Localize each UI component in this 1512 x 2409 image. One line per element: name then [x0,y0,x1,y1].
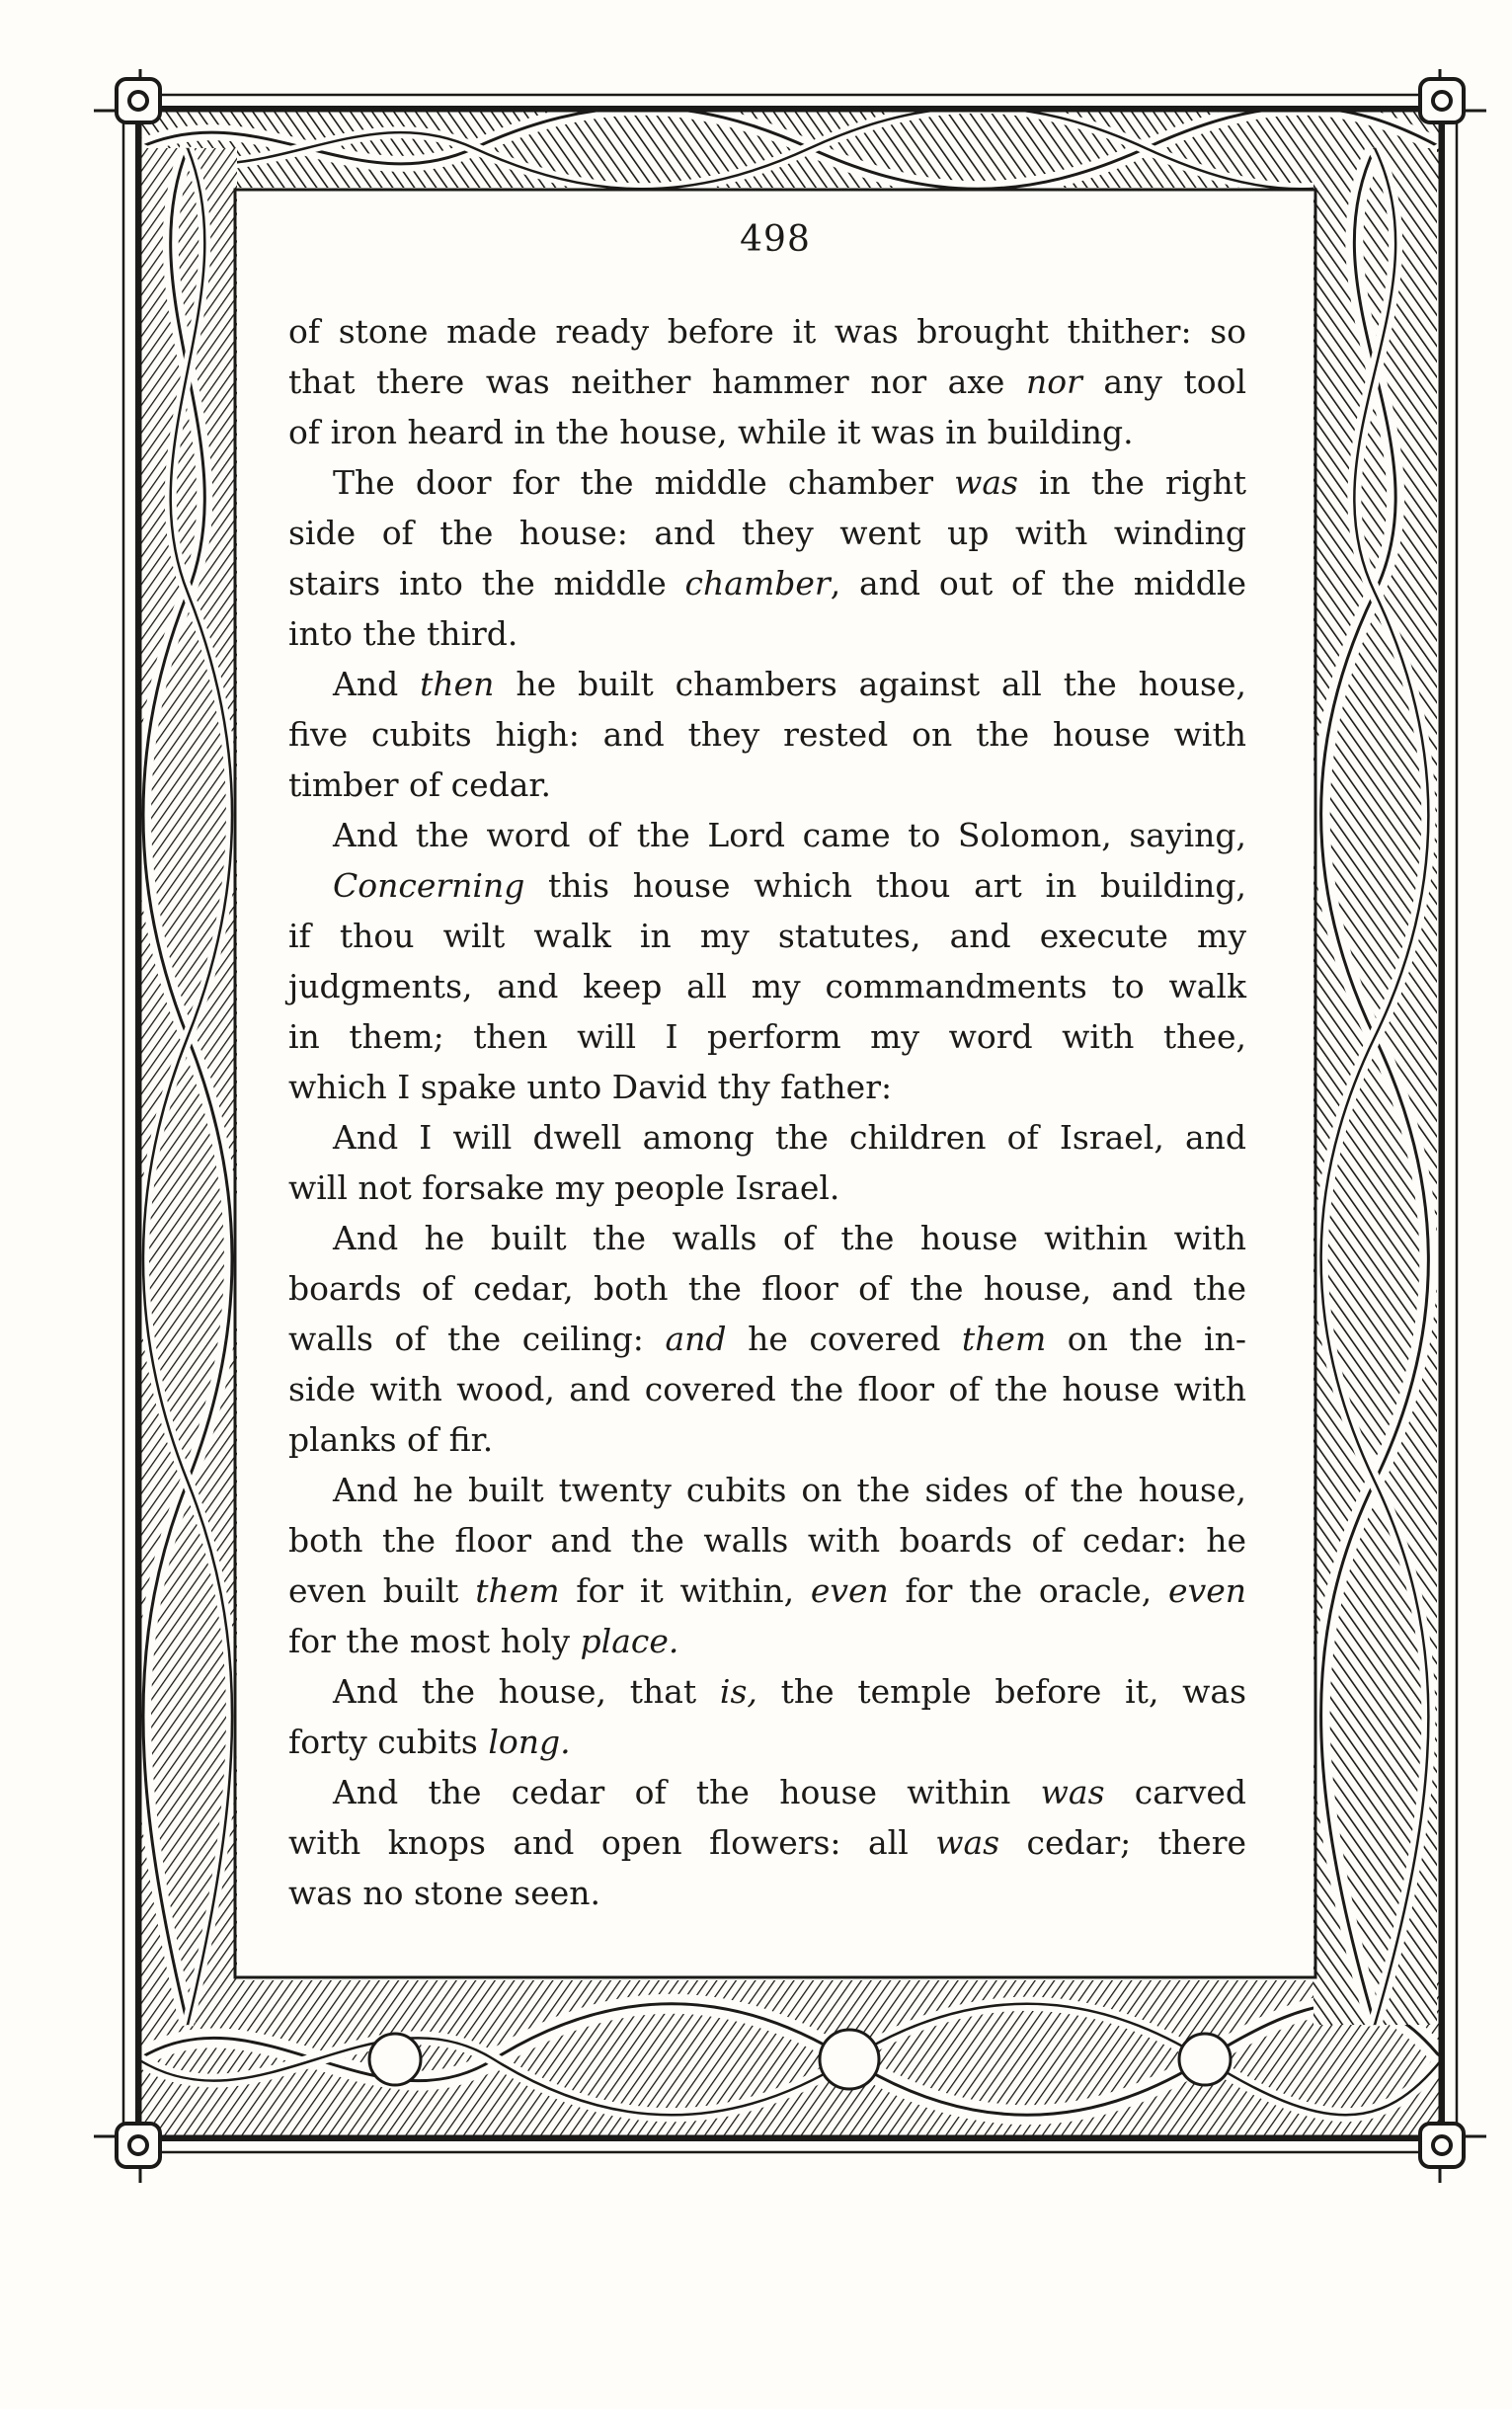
text-segment: And he built the walls of the house within with [333,1219,1246,1257]
page-number: 498 [740,219,811,260]
text-segment: planks of fir. [288,1420,494,1459]
text-line [288,608,1246,659]
text-segment: side of the house: and they went up with winding [288,514,1246,552]
italic-text: place. [580,1622,679,1660]
text-line [288,1414,1246,1465]
text-segment: on the in- [1046,1320,1247,1358]
text-line [288,760,1246,810]
text-segment: into the third. [288,614,518,653]
text-segment: boards of cedar, both the floor of the house, and the [288,1269,1246,1308]
text-line [288,1868,1246,1918]
border-right-band [1313,148,1437,2025]
text-segment: even built [288,1571,476,1610]
text-line [288,1515,1246,1566]
text-line [288,810,1246,860]
text-segment: five cubits high: and they rested on the house with [288,715,1246,754]
text-segment: for it within, [559,1571,811,1610]
text-line [288,1566,1246,1616]
text-line [288,1717,1246,1767]
italic-text: nor [1025,362,1082,401]
body-text [288,306,1246,1918]
text-segment: timber of cedar. [288,765,552,804]
text-segment: if thou wilt walk in my statutes, and execute my [288,917,1246,955]
italic-text: them [475,1571,560,1610]
text-line [288,1767,1246,1817]
text-segment: And the word of the Lord came to Solomon, saying, [333,816,1246,854]
text-line [288,1364,1246,1414]
text-line [288,558,1246,608]
text-segment: will not forsake my people Israel. [288,1168,840,1207]
text-segment: with knops and open flowers: all [288,1823,936,1862]
italic-text: Concerning [333,866,525,905]
text-line [288,1112,1246,1163]
italic-text: them [961,1320,1047,1358]
text-segment: stairs into the middle [288,564,685,602]
text-segment: both the floor and the walls with boards of cedar: he [288,1521,1246,1560]
italic-text: and [665,1320,727,1358]
border-left-band [138,148,237,2025]
text-line [288,1465,1246,1515]
italic-text: then [420,665,495,703]
text-line [288,1263,1246,1314]
text-line [288,1817,1246,1868]
text-segment: for the oracle, [888,1571,1169,1610]
text-line [288,1666,1246,1717]
text-segment: And [333,665,421,703]
text-line [288,860,1246,911]
text-segment: he built chambers against all the house, [494,665,1247,703]
text-segment: this house which thou art in building, [524,866,1246,905]
text-line [288,508,1246,558]
text-segment: And he built twenty cubits on the sides of the house, [333,1471,1246,1509]
text-segment: for the most holy [288,1622,581,1660]
border-top-band [138,108,1442,190]
text-segment: the temple before it, was [756,1672,1247,1711]
text-line [288,1616,1246,1666]
text-segment: was no stone seen. [288,1874,601,1912]
text-segment: of iron heard in the house, while it was in building. [288,413,1134,451]
text-segment: judgments, and keep all my commandments to walk [288,967,1246,1005]
italic-text: chamber [684,564,831,602]
text-line [288,1163,1246,1213]
text-segment: he covered [726,1320,962,1358]
text-line [288,961,1246,1011]
italic-text: was [954,463,1018,502]
italic-text: was [1040,1773,1105,1811]
text-line [288,1011,1246,1062]
text-panel [247,198,1304,1946]
text-segment: walls of the ceiling: [288,1320,666,1358]
border-bottom-band [138,1980,1442,2138]
text-line [288,709,1246,760]
italic-text: even [810,1571,889,1610]
text-line [288,357,1246,407]
text-line [288,659,1246,709]
text-segment: any tool [1081,362,1246,401]
italic-text: even [1168,1571,1247,1610]
text-segment: carved [1104,1773,1247,1811]
text-line [288,1062,1246,1112]
text-segment: side with wood, and covered the floor of the house with [288,1370,1246,1408]
text-line [288,1314,1246,1364]
italic-text: is, [719,1672,757,1711]
text-line [288,306,1246,357]
text-line [288,1213,1246,1263]
text-segment: which I spake unto David thy father: [288,1068,893,1106]
text-segment: in the right [1017,463,1246,502]
text-segment: in them; then will I perform my word with thee, [288,1017,1246,1056]
text-segment: forty cubits [288,1723,489,1761]
text-segment: The door for the middle chamber [333,463,955,502]
text-segment: And I will dwell among the children of Israel, and [333,1118,1246,1157]
text-segment: of stone made ready before it was brought thither: so [288,312,1246,351]
text-line [288,407,1246,457]
text-segment: , and out of the middle [830,564,1246,602]
italic-text: was [935,1823,1000,1862]
text-segment: And the cedar of the house within [333,1773,1041,1811]
text-line [288,457,1246,508]
text-segment: that there was neither hammer nor axe [288,362,1026,401]
text-segment: And the house, that [333,1672,720,1711]
text-line [288,911,1246,961]
text-segment: cedar; there [999,1823,1247,1862]
italic-text: long. [488,1723,571,1761]
